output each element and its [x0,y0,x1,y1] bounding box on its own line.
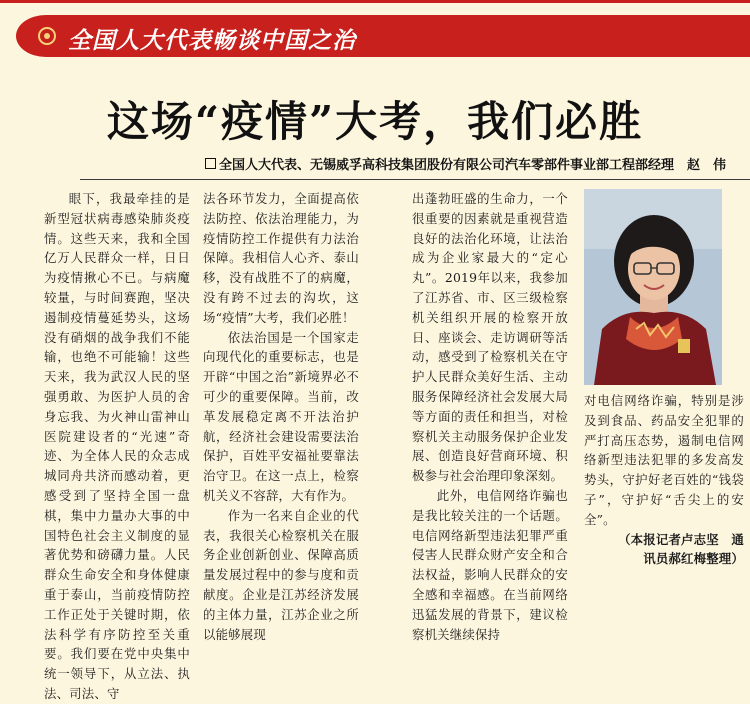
reporter-credit: （本报记者卢志坚 通讯员郝红梅整理） [618,531,744,567]
paragraph: 对电信网络诈骗，特别是涉及到食品、药品安全犯罪的严打高压态势，遏制电信网络新型违法犯罪的多发高发势头，守护好老百姓的“钱袋子”，守护好“舌尖上的安全”。 [584,393,744,527]
paragraph: 此外，电信网络诈骗也是我比较关注的一个话题。电信网络新型违法犯罪严重侵害人民群众财产安全和合法权益，影响人民群众的安全感和幸福感。在当前网络迅猛发展的背景下，建议检察机关继续保持 [412,487,568,642]
article-column-1 [44,189,190,701]
article-headline: 这场“疫情”大考，我们必胜 [106,97,644,146]
article-column-4 [584,391,744,567]
square-box-icon [205,158,216,169]
article-column-3 [412,189,568,642]
paragraph: 依法治国是一个国家走向现代化的重要标志，也是开辟“中国之治”新境界必不可少的重要保障。当前，改革发展稳定离不开法治护航，经济社会建设需要法治保护，百姓平安福祉要靠法治守卫。在这一点上，检察机关义不容辞，大有作为。 [203,329,359,503]
ornament-icon [38,27,56,45]
paragraph: 作为一名来自企业的代表，我很关心检察机关在服务企业创新创业、保障高质量发展过程中的参与度和贡献度。企业是江苏经济发展的主体力量，江苏企业之所以能够展现 [203,507,359,642]
paragraph: 法各环节发力，全面提高依法防控、依法治理能力，为疫情防控工作提供有力法治保障。我相信人心齐、泰山移，没有战胜不了的病魔，没有跨不过去的沟坎，这场“疫情”大考，我们必胜！ [203,191,359,325]
representative-portrait-photo [584,189,722,385]
article-byline [205,154,726,173]
divider-rule [80,179,750,180]
section-banner [16,15,750,57]
portrait-illustration [584,189,722,385]
paragraph: 出蓬勃旺盛的生命力，一个很重要的因素就是重视营造良好的法治化环境，让法治成为企业家最大的“定心丸”。2019年以来，我参加了江苏省、市、区三级检察机关组织开展的检察开放日、座谈会、走访调研等活动，感受到了检察机关在守护人民群众美好生活、主动服务保障经济社会发展大局等方面的责任和担当，对检察机关主动服务保护企业发展、创造良好营商环境、积极参与社会治理印象深刻。 [412,191,568,484]
paragraph: 眼下，我最牵挂的是新型冠状病毒感染肺炎疫情。这些天来，我和全国亿万人民群众一样，日日为疫情揪心不已。与病魔较量，与时间赛跑，坚决遏制疫情蔓延势头，这场没有硝烟的战争我们不能输，也绝不可能输！这些天来，我为武汉人民的坚强勇敢、为医护人员的舍身忘我、为火神山雷神山医院建设者的“光速”奇迹、为全体人民的众志成城同舟共济而感动着，更感受到了坚持全国一盘棋，集中力量办大事的中国特色社会主义制度的显著优势和磅礴力量。人民群众生命安全和身体健康重于泰山，当前疫情防控工作正处于关键时期，依法科学有序防控至关重要。我们要在党中央集中统一领导下，从立法、执法、司法、守 [44,191,190,701]
byline-text: 全国人大代表、无锡威孚高科技集团股份有限公司汽车零部件事业部工程部经理 赵 伟 [218,158,726,173]
article-column-2 [203,189,359,642]
banner-title: 全国人大代表畅谈中国之治 [68,27,356,54]
